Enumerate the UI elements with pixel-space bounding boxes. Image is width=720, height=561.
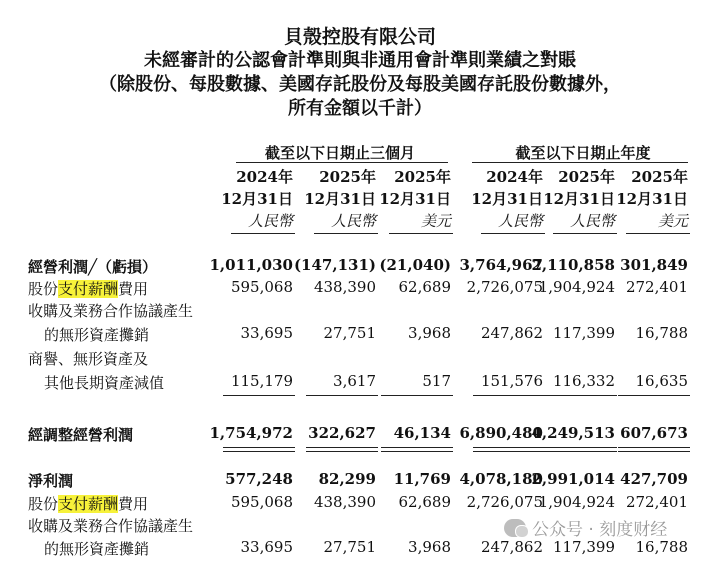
table-cell: 11,769 [393, 470, 451, 488]
column-currency: 人民幣 [497, 212, 543, 230]
column-currency: 人民幣 [330, 212, 376, 230]
highlighted-text: 支付薪酬 [58, 495, 119, 513]
subtotal-rule [545, 395, 617, 396]
column-currency: 人民幣 [247, 212, 293, 230]
table-cell: 1,904,924 [538, 278, 615, 296]
row-label-part: 費用 [118, 280, 149, 298]
total-double-rule [306, 447, 378, 452]
column-year: 2025年 [631, 168, 688, 186]
company-title: 貝殼控股有限公司 [283, 26, 436, 48]
column-currency: 美元 [420, 212, 451, 230]
table-cell: 595,068 [230, 278, 293, 296]
column-year: 2024年 [236, 168, 293, 186]
column-date: 12月31日 [616, 190, 688, 208]
highlighted-text: 支付薪酬 [58, 280, 119, 298]
row-label: 收購及業務合作協議產生 [28, 517, 194, 535]
column-year: 2025年 [319, 168, 376, 186]
row-label [28, 493, 148, 514]
table-cell: 82,299 [318, 470, 376, 488]
row-label-continued: 其他長期資產減值 [44, 374, 165, 392]
column-date: 12月31日 [304, 190, 376, 208]
table-cell: 62,689 [398, 278, 451, 296]
table-cell: 16,788 [635, 538, 688, 556]
column-date: 12月31日 [221, 190, 293, 208]
table-cell: 33,695 [240, 324, 293, 342]
table-cell: 272,401 [625, 278, 688, 296]
column-header-rule [231, 233, 295, 234]
table-cell: 3,968 [408, 538, 451, 556]
table-cell: 62,689 [398, 493, 451, 511]
total-double-rule [381, 447, 453, 452]
row-label [28, 278, 148, 299]
table-cell: 1,904,924 [538, 493, 615, 511]
subtotal-rule [306, 395, 378, 396]
table-cell: 1,754,972 [209, 424, 293, 442]
table-cell: 2,726,075 [466, 278, 543, 296]
row-label: 經調整經營利潤 [28, 426, 134, 444]
table-cell: 301,849 [620, 256, 688, 274]
subtotal-rule [381, 395, 453, 396]
row-label-continued: 的無形資產攤銷 [44, 326, 150, 344]
table-cell: 3,617 [333, 372, 376, 390]
table-cell: 151,576 [480, 372, 543, 390]
column-date: 12月31日 [471, 190, 543, 208]
table-cell: 4,078,180 [459, 470, 543, 488]
subtotal-rule [473, 395, 545, 396]
table-cell: 3,968 [408, 324, 451, 342]
row-label: 商譽、無形資產及 [28, 350, 149, 368]
column-currency: 人民幣 [569, 212, 615, 230]
row-label: 收購及業務合作協議產生 [28, 302, 194, 320]
table-cell: 117,399 [552, 538, 615, 556]
table-cell: 577,248 [225, 470, 293, 488]
wechat-icon [504, 519, 526, 537]
table-cell: 16,635 [635, 372, 688, 390]
row-label-part: 股份 [28, 495, 59, 513]
table-cell: 46,134 [393, 424, 451, 442]
total-double-rule [223, 447, 295, 452]
table-cell: 438,390 [313, 493, 376, 511]
table-cell: 427,709 [620, 470, 688, 488]
table-cell: 322,627 [308, 424, 376, 442]
table-cell: 4,249,513 [531, 424, 615, 442]
row-label-continued: 的無形資產攤銷 [44, 540, 150, 558]
column-header-rule [389, 233, 453, 234]
total-double-rule [618, 447, 690, 452]
table-cell: 438,390 [313, 278, 376, 296]
table-cell: 6,890,480 [459, 424, 543, 442]
table-cell: (147,131) [293, 256, 376, 274]
period-year-rule [472, 162, 688, 163]
period-three-months: 截至以下日期止三個月 [264, 144, 415, 162]
column-header-rule [314, 233, 378, 234]
table-cell: 2,726,075 [466, 493, 543, 511]
column-currency: 美元 [657, 212, 688, 230]
table-cell: 1,011,030 [209, 256, 293, 274]
row-label-part: 費用 [118, 495, 149, 513]
total-double-rule [545, 447, 617, 452]
table-cell: 117,399 [552, 324, 615, 342]
table-cell: 247,862 [480, 324, 543, 342]
table-cell: 27,751 [323, 324, 376, 342]
table-cell: 2,991,014 [531, 470, 615, 488]
column-year: 2025年 [394, 168, 451, 186]
table-cell: 3,764,967 [459, 256, 543, 274]
row-label: 經營利潤╱（虧損） [28, 258, 158, 276]
subtotal-rule [223, 395, 295, 396]
report-subtitle-1: （除股份、每股數據、美國存託股份及每股美國存託股份數據外， [99, 74, 621, 95]
column-year: 2025年 [558, 168, 615, 186]
report-subtitle-2: 所有金額以千計） [288, 98, 432, 119]
table-cell: 33,695 [240, 538, 293, 556]
table-cell: 247,862 [480, 538, 543, 556]
watermark-text: 公众号 · 刻度财经 [532, 520, 668, 540]
table-cell: 607,673 [620, 424, 688, 442]
subtotal-rule [618, 395, 690, 396]
table-cell: 517 [422, 372, 451, 390]
period-three-months-rule [236, 162, 448, 163]
column-date: 12月31日 [379, 190, 451, 208]
report-title: 未經審計的公認會計準則與非通用會計準則業績之對賬 [144, 50, 576, 71]
watermark [504, 515, 667, 540]
column-header-rule [553, 233, 617, 234]
table-cell: (21,040) [379, 256, 451, 274]
row-label: 淨利潤 [28, 472, 74, 490]
table-cell: 595,068 [230, 493, 293, 511]
period-year: 截至以下日期止年度 [515, 144, 651, 162]
column-header-rule [481, 233, 545, 234]
table-cell: 116,332 [552, 372, 615, 390]
total-double-rule [473, 447, 545, 452]
table-cell: 2,110,858 [531, 256, 615, 274]
column-date: 12月31日 [543, 190, 615, 208]
column-year: 2024年 [486, 168, 543, 186]
column-header-rule [626, 233, 690, 234]
table-cell: 16,788 [635, 324, 688, 342]
row-label-part: 股份 [28, 280, 59, 298]
table-cell: 27,751 [323, 538, 376, 556]
table-cell: 115,179 [230, 372, 293, 390]
table-cell: 272,401 [625, 493, 688, 511]
